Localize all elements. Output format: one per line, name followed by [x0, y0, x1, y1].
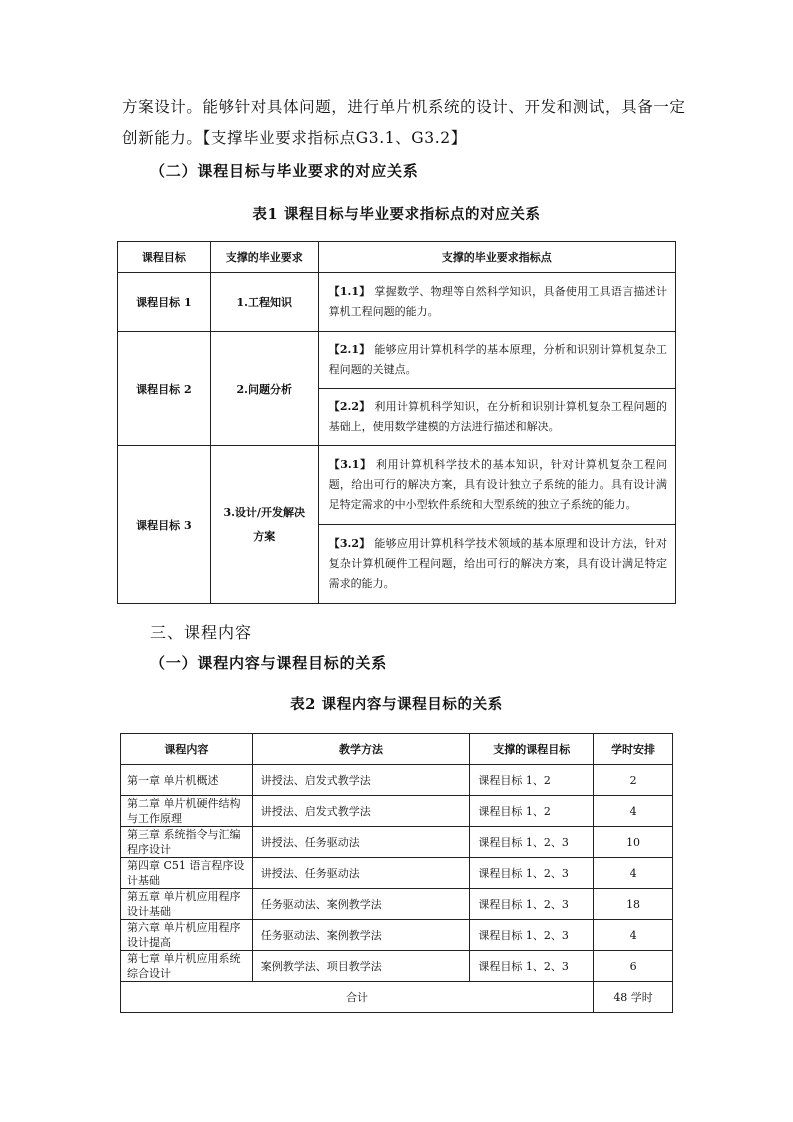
hours-cell: 4: [594, 858, 673, 889]
indicator-tag: 【2.2】: [328, 400, 371, 413]
goals-cell: 课程目标 1、2: [470, 765, 594, 796]
section-heading-course-content: 三、课程内容: [150, 623, 253, 642]
content-goals-table: [120, 733, 673, 1013]
indicator-text: 掌握数学、物理等自然科学知识，具备使用工具语言描述计算机工程问题的能力。: [328, 285, 668, 318]
table-header-row: [118, 242, 676, 273]
header-req-indicators: 支撑的毕业要求指标点: [318, 242, 675, 273]
goals-cell: 课程目标 1、2、3: [470, 951, 594, 982]
total-hours: 48 学时: [594, 982, 673, 1013]
goals-cell: 课程目标 1、2: [470, 796, 594, 827]
header-hours: 学时安排: [594, 734, 673, 765]
indicator-cell: [318, 446, 675, 525]
table-row: [118, 273, 676, 332]
indicator-tag: 【3.2】: [328, 537, 371, 550]
indicator-cell: [318, 389, 675, 446]
header-graduation-req: 支撑的毕业要求: [210, 242, 318, 273]
indicator-tag: 【1.1】: [328, 285, 371, 298]
table-row: [121, 951, 673, 982]
hours-cell: 10: [594, 827, 673, 858]
table-row: [121, 796, 673, 827]
method-cell: 案例教学法、项目教学法: [252, 951, 470, 982]
indicator-text: 能够应用计算机科学技术领域的基本原理和设计方法，针对复杂计算机硬件工程问题，给出可行的解决方案，具有设计满足特定需求的能力。: [328, 537, 668, 590]
intro-line-2: 创新能力。【支撑毕业要求指标点G3.1、G3.2】: [122, 129, 467, 147]
intro-line-1: 方案设计。能够针对具体问题，进行单片机系统的设计、开发和测试，具备一定: [122, 98, 686, 116]
header-teaching-method: 教学方法: [252, 734, 470, 765]
goals-cell: 课程目标 1、2、3: [470, 920, 594, 951]
table-header-row: [121, 734, 673, 765]
total-row: [121, 982, 673, 1013]
table-row: [118, 332, 676, 389]
goals-requirements-table: [117, 241, 676, 604]
indicator-text: 利用计算机科学知识，在分析和识别计算机复杂工程问题的基础上，使用数学建模的方法进行描述和解决。: [328, 400, 668, 433]
indicator-text: 能够应用计算机科学的基本原理，分析和识别计算机复杂工程问题的关键点。: [328, 343, 668, 376]
method-cell: 讲授法、启发式教学法: [252, 796, 470, 827]
method-cell: 任务驱动法、案例教学法: [252, 920, 470, 951]
table-row: [121, 858, 673, 889]
header-course-goal: 课程目标: [118, 242, 211, 273]
table-row: [121, 827, 673, 858]
hours-cell: 4: [594, 920, 673, 951]
table1-caption: 表1 课程目标与毕业要求指标点的对应关系: [252, 206, 541, 223]
total-label: 合计: [121, 982, 594, 1013]
goals-cell: 课程目标 1、2、3: [470, 889, 594, 920]
table-row: [121, 920, 673, 951]
indicator-tag: 【2.1】: [328, 343, 371, 356]
header-supported-goals: 支撑的课程目标: [470, 734, 594, 765]
method-cell: 任务驱动法、案例教学法: [252, 889, 470, 920]
indicator-cell: [318, 273, 675, 332]
goal-cell: 课程目标 3: [118, 446, 211, 604]
indicator-text: 利用计算机科学技术的基本知识，针对计算机复杂工程问题，给出可行的解决方案，具有设计独立子系统的能力。具有设计满足特定需求的中小型软件系统和大型系统的独立子系统的能力。: [328, 458, 668, 511]
header-course-content: 课程内容: [121, 734, 253, 765]
req-cell: 1.工程知识: [210, 273, 318, 332]
goals-cell: 课程目标 1、2、3: [470, 827, 594, 858]
req-cell: 2.问题分析: [210, 332, 318, 446]
method-cell: 讲授法、启发式教学法: [252, 765, 470, 796]
req-cell: [210, 446, 318, 604]
method-cell: 讲授法、任务驱动法: [252, 858, 470, 889]
req-line-1: 3.设计/开发解决: [223, 505, 305, 519]
hours-cell: 2: [594, 765, 673, 796]
section-heading-course-goals-mapping: （二）课程目标与毕业要求的对应关系: [150, 162, 419, 180]
chapter-cell: 第三章 系统指令与汇编程序设计: [121, 827, 253, 858]
method-cell: 讲授法、任务驱动法: [252, 827, 470, 858]
goals-cell: 课程目标 1、2、3: [470, 858, 594, 889]
table-row: [121, 765, 673, 796]
hours-cell: 6: [594, 951, 673, 982]
chapter-cell: 第七章 单片机应用系统综合设计: [121, 951, 253, 982]
indicator-cell: [318, 525, 675, 604]
section-heading-content-goals: （一）课程内容与课程目标的关系: [150, 654, 388, 672]
indicator-cell: [318, 332, 675, 389]
chapter-cell: 第一章 单片机概述: [121, 765, 253, 796]
goal-cell: 课程目标 1: [118, 273, 211, 332]
table-row: [118, 446, 676, 525]
hours-cell: 4: [594, 796, 673, 827]
goal-cell: 课程目标 2: [118, 332, 211, 446]
hours-cell: 18: [594, 889, 673, 920]
table2-caption: 表2 课程内容与课程目标的关系: [290, 696, 503, 713]
chapter-cell: 第四章 C51 语言程序设计基础: [121, 858, 253, 889]
req-line-2: 方案: [253, 529, 276, 543]
indicator-tag: 【3.1】: [328, 458, 372, 471]
table-row: [121, 889, 673, 920]
chapter-cell: 第二章 单片机硬件结构与工作原理: [121, 796, 253, 827]
chapter-cell: 第六章 单片机应用程序设计提高: [121, 920, 253, 951]
chapter-cell: 第五章 单片机应用程序设计基础: [121, 889, 253, 920]
